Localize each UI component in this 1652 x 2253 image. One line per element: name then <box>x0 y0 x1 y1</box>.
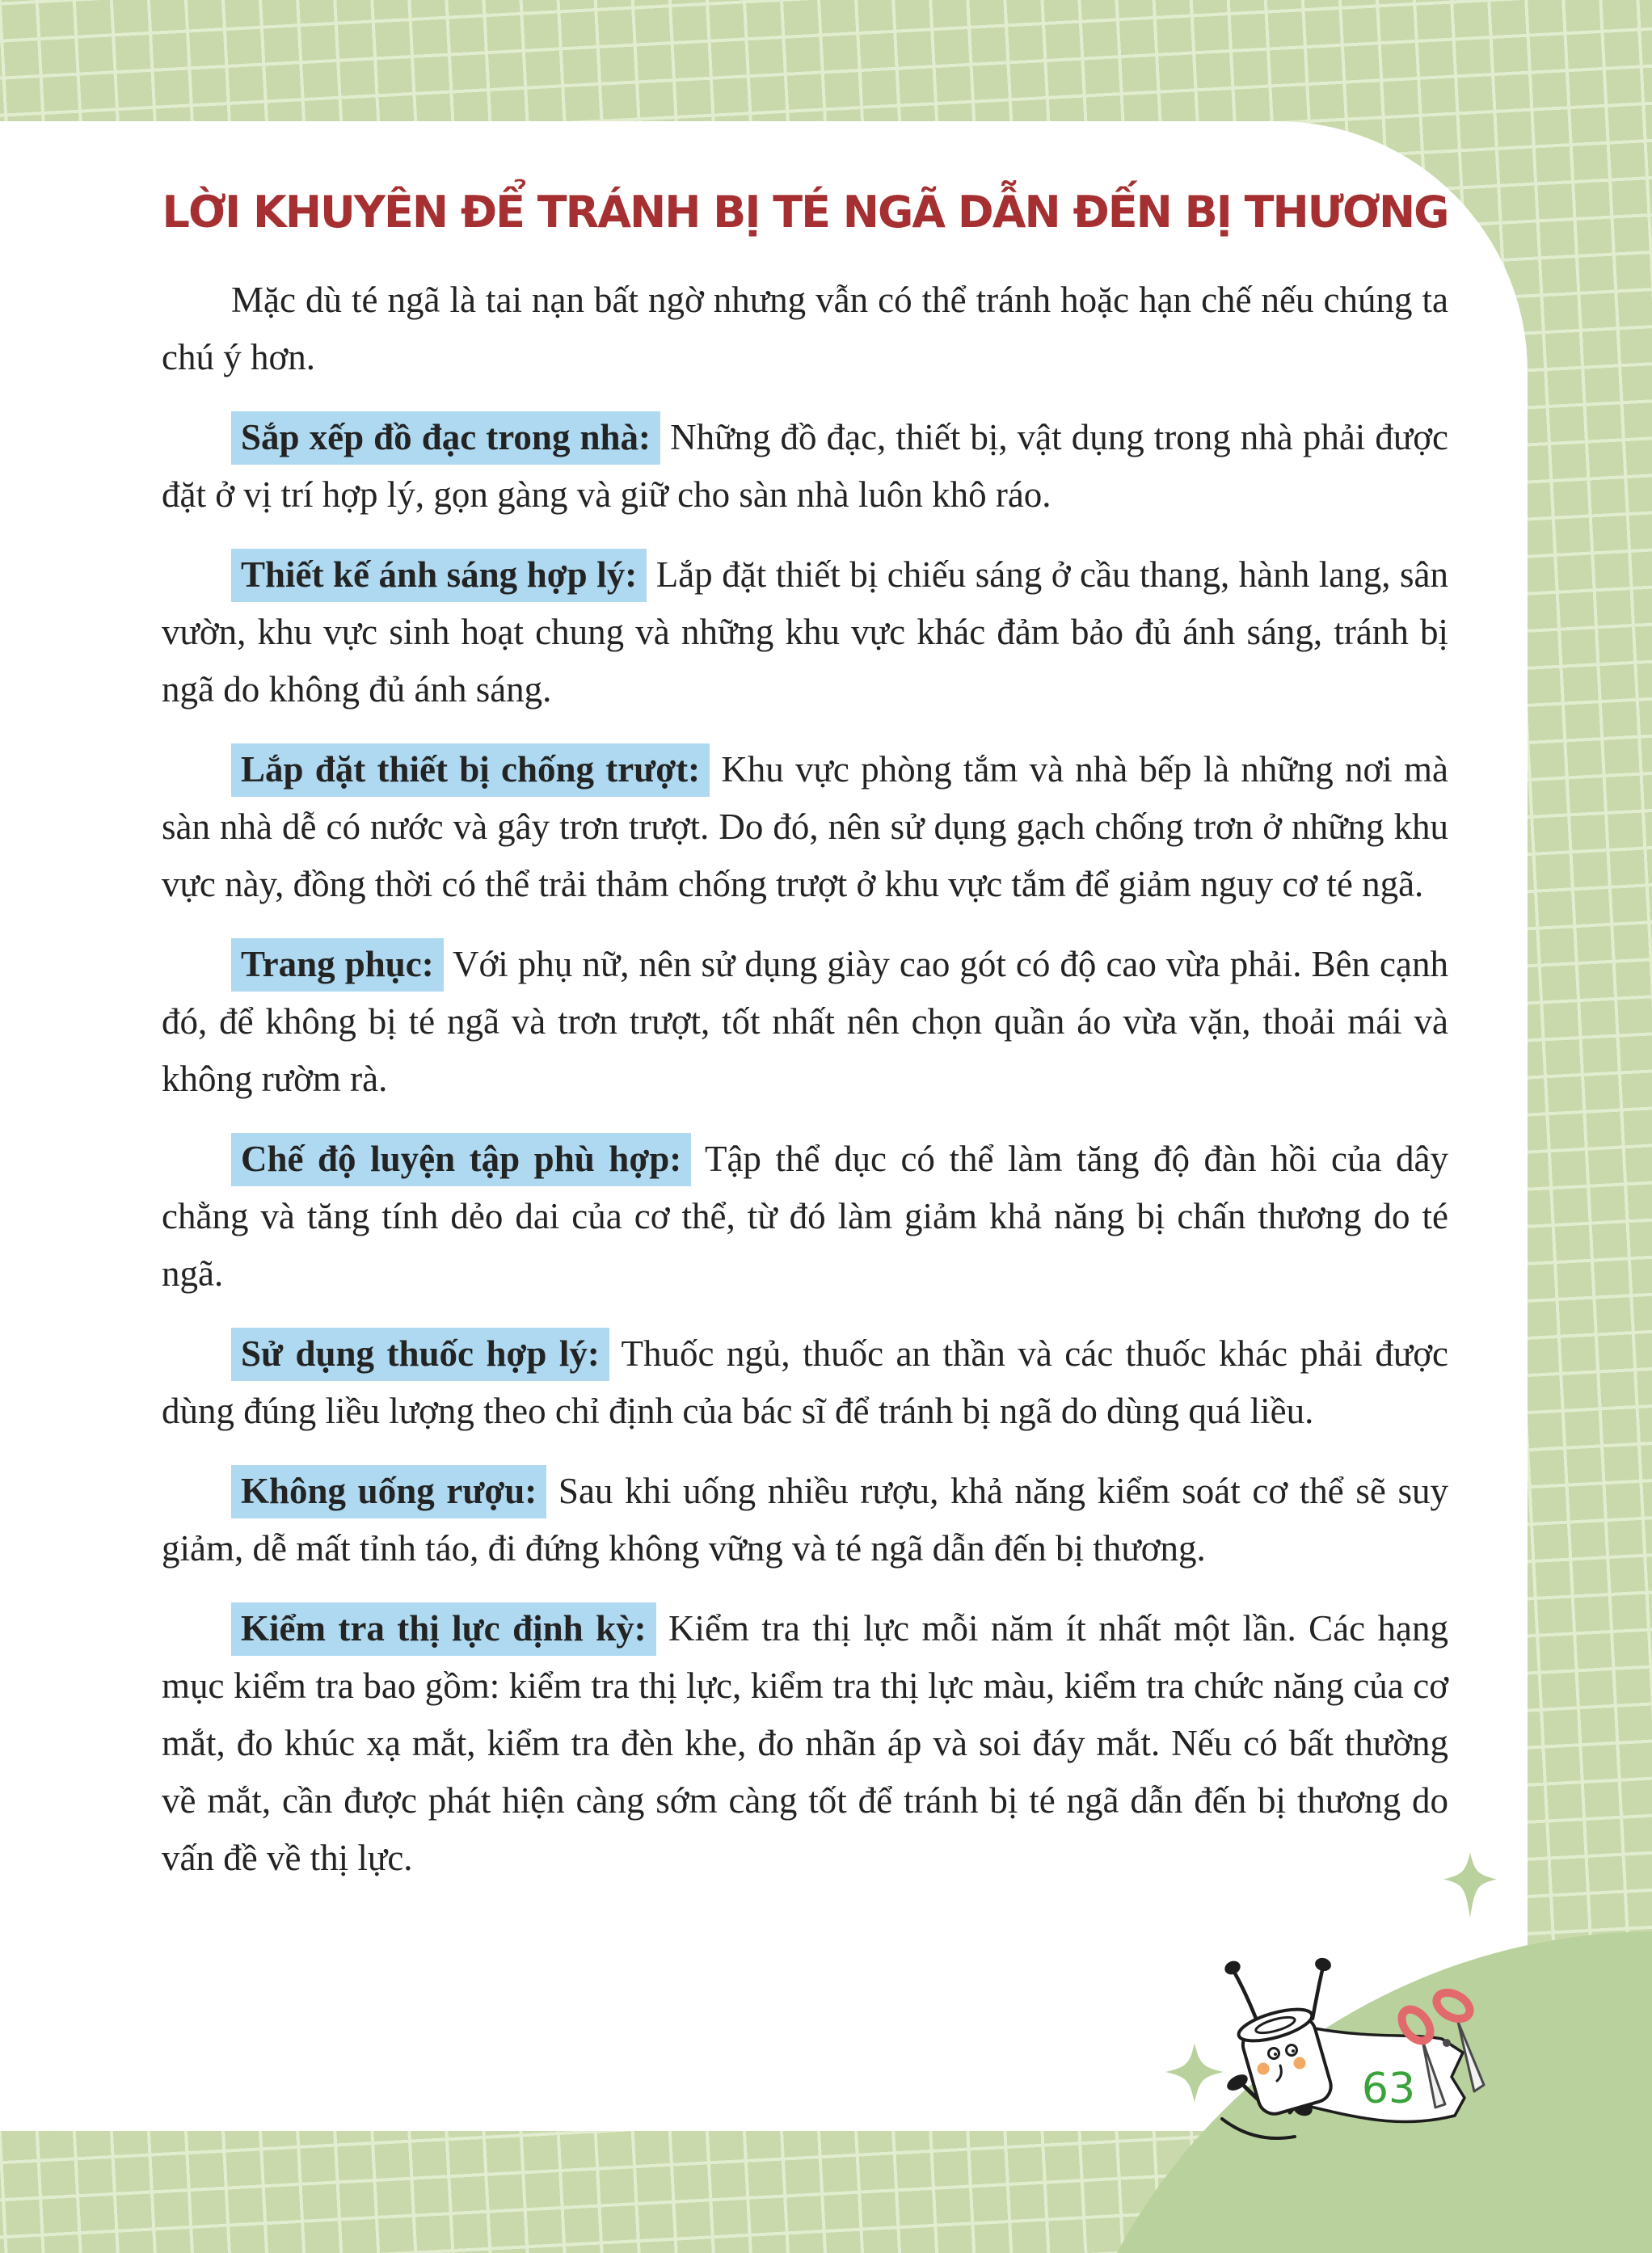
cheek-right <box>1294 2057 1306 2070</box>
tip-label-highlight: Sử dụng thuốc hợp lý: <box>231 1328 609 1381</box>
sparkle-icon <box>1165 2043 1224 2103</box>
tip-paragraph <box>162 1131 1448 1303</box>
tip-label-highlight: Trang phục: <box>231 938 444 992</box>
tip-text: Kiểm tra thị lực mỗi năm ít nhất một lần. Các hạng mục kiểm tra bao gồm: kiểm tra thị lực, kiểm tra thị lực màu, kiểm tra chức năng của cơ mắt, đo khúc xạ mắt, kiểm tra đèn khe, đo nhãn áp và soi đáy mắt. Nếu có bất thường về mắt, cần được phát hiện càng sớm càng tốt để tránh bị té ngã dẫn đến bị thương do vấn đề về thị lực. <box>162 1608 1449 1879</box>
tip-paragraph <box>162 1463 1448 1577</box>
paper-roll-mascot-illustration <box>1132 1931 1552 2222</box>
page-content <box>162 187 1448 1910</box>
tip-paragraph <box>162 409 1448 524</box>
motion-line-icon <box>1222 2119 1295 2138</box>
page-title: LỜI KHUYÊN ĐỂ TRÁNH BỊ TÉ NGÃ DẪN ĐẾN BỊ THƯƠNG <box>162 187 1448 238</box>
tip-paragraph <box>162 741 1448 913</box>
page-number: 63 <box>1361 2065 1416 2113</box>
tip-label-highlight: Thiết kế ánh sáng hợp lý: <box>231 549 647 602</box>
tip-text: Thuốc ngủ, thuốc an thần và các thuốc khác phải được dùng đúng liều lượng theo chỉ định của bác sĩ để tránh bị ngã do dùng quá liều. <box>162 1333 1449 1432</box>
tip-label-highlight: Kiểm tra thị lực định kỳ: <box>231 1602 656 1656</box>
cheek-left <box>1258 2063 1270 2075</box>
tip-paragraph <box>162 546 1448 718</box>
tip-paragraph <box>162 1600 1448 1887</box>
tip-label-highlight: Không uống rượu: <box>231 1465 546 1518</box>
tip-paragraph <box>162 1325 1448 1440</box>
tip-label-highlight: Lắp đặt thiết bị chống trượt: <box>231 743 710 797</box>
tip-text: Tập thể dục có thể làm tăng độ đàn hồi của dây chằng và tăng tính dẻo dai của cơ thể, từ đó làm giảm khả năng bị chấn thương do té ngã. <box>162 1139 1448 1295</box>
paper-banner <box>1311 2028 1464 2122</box>
tip-text: Với phụ nữ, nên sử dụng giày cao gót có độ cao vừa phải. Bên cạnh đó, để không bị té ngã và trơn trượt, tốt nhất nên chọn quần áo vừa vặn, thoải mái và không rườm rà. <box>162 944 1449 1100</box>
intro-paragraph: Mặc dù té ngã là tai nạn bất ngờ nhưng vẫn có thể tránh hoặc hạn chế nếu chúng ta chú ý hơn. <box>162 280 1448 378</box>
tip-label-highlight: Sắp xếp đồ đạc trong nhà: <box>231 411 660 465</box>
tip-text: Lắp đặt thiết bị chiếu sáng ở cầu thang, hành lang, sân vườn, khu vực sinh hoạt chung và những khu vực khác đảm bảo đủ ánh sáng, tránh bị ngã do không đủ ánh sáng. <box>162 554 1448 710</box>
paper-roll-character <box>1236 2003 1336 2118</box>
tip-paragraph <box>162 936 1448 1108</box>
tip-text: Khu vực phòng tắm và nhà bếp là những nơi mà sàn nhà dễ có nước và gây trơn trượt. Do đó, nên sử dụng gạch chống trơn ở những khu vực này, đồng thời có thể trải thảm chống trượt ở khu vực tắm để giảm nguy cơ té ngã. <box>162 749 1448 905</box>
tip-text: Những đồ đạc, thiết bị, vật dụng trong nhà phải được đặt ở vị trí hợp lý, gọn gàng và giữ cho sàn nhà luôn khô ráo. <box>162 417 1449 516</box>
tip-label-highlight: Chế độ luyện tập phù hợp: <box>231 1133 691 1186</box>
sparkle-icon <box>1443 1852 1497 1918</box>
tip-text: Sau khi uống nhiều rượu, khả năng kiểm soát cơ thể sẽ suy giảm, dễ mất tỉnh táo, đi đứng không vững và té ngã dẫn đến bị thương. <box>162 1471 1449 1569</box>
